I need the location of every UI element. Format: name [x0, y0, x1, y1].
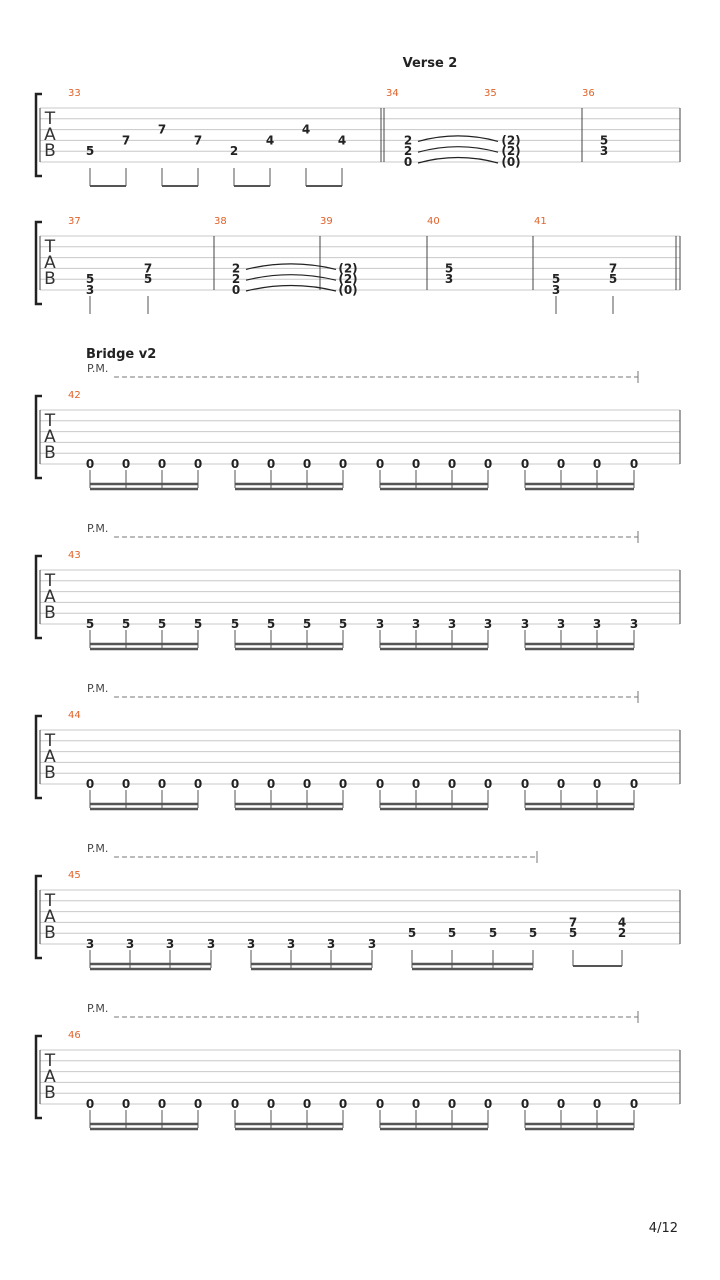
fret-number: 0 [556, 457, 566, 471]
fret-number: 5 [528, 926, 538, 941]
tab-clef-letter: T [44, 411, 56, 431]
system-bracket [36, 94, 42, 176]
fret-number: 0 [592, 1097, 602, 1111]
fret-number: 5 [193, 617, 203, 631]
tab-clef-letter: T [44, 891, 56, 911]
fret-number: 0 [483, 1097, 493, 1111]
fret-number: 0 [302, 777, 312, 791]
fret-number: 0 [447, 777, 457, 791]
tab-clef-letter: T [44, 109, 56, 129]
fret-number: 0 [230, 1097, 240, 1111]
fret-number: (2) [501, 133, 521, 148]
fret-number: 0 [447, 1097, 457, 1111]
tab-clef-letter: T [44, 1051, 56, 1071]
fret-number: 5 [599, 133, 609, 148]
tab-clef-letter: A [44, 1067, 56, 1087]
fret-number: 0 [592, 777, 602, 791]
fret-number: 0 [629, 457, 639, 471]
fret-number: 0 [266, 457, 276, 471]
fret-number: 0 [193, 777, 203, 791]
fret-number: 3 [367, 937, 377, 951]
section-verse-2: Verse 2 [402, 56, 458, 71]
fret-number: 0 [375, 777, 385, 791]
fret-number: 5 [338, 617, 348, 631]
fret-number: 0 [520, 1097, 530, 1111]
fret-number: 5 [85, 272, 95, 287]
fret-number: 0 [121, 777, 131, 791]
fret-number: 0 [375, 457, 385, 471]
fret-number: 0 [338, 777, 348, 791]
fret-number: 3 [599, 144, 609, 159]
fret-number: 5 [121, 617, 131, 631]
fret-number: 0 [592, 457, 602, 471]
tab-clef-letter: B [44, 141, 56, 161]
measure-number: 41 [534, 216, 547, 227]
fret-number: 3 [556, 617, 566, 631]
fret-number: 5 [266, 617, 276, 631]
fret-number: 3 [520, 617, 530, 631]
fret-number: 0 [157, 1097, 167, 1111]
fret-number: 3 [447, 617, 457, 631]
tab-clef-letter: B [44, 603, 56, 623]
fret-number: 4 [337, 133, 347, 148]
page-number: 4/12 [648, 1221, 678, 1236]
fret-number: 3 [592, 617, 602, 631]
tab-clef-letter: A [44, 587, 56, 607]
fret-number: 3 [551, 283, 561, 297]
fret-number: 5 [608, 272, 618, 287]
fret-number: 5 [488, 926, 498, 941]
tab-clef-letter: T [44, 731, 56, 751]
fret-number: 3 [206, 937, 216, 951]
fret-number: 3 [85, 283, 95, 297]
measure-number: 36 [582, 88, 595, 99]
tab-clef-letter: T [44, 571, 56, 591]
fret-number: 0 [121, 1097, 131, 1111]
fret-number: 0 [85, 1097, 95, 1111]
fret-number: 0 [556, 777, 566, 791]
fret-number: 0 [85, 457, 95, 471]
tab-clef-letter: A [44, 907, 56, 927]
fret-number: 4 [265, 133, 275, 148]
fret-number: (2) [338, 272, 358, 287]
section-bridge-v2: Bridge v2 [86, 347, 157, 362]
measure-number: 43 [68, 550, 81, 561]
fret-number: 0 [157, 457, 167, 471]
fret-number: 0 [266, 777, 276, 791]
fret-number: 5 [157, 617, 167, 631]
fret-number: 3 [483, 617, 493, 631]
measure-number: 38 [214, 216, 227, 227]
fret-number: 2 [231, 261, 241, 276]
tab-clef-letter: B [44, 763, 56, 783]
fret-number: 5 [407, 926, 417, 941]
fret-number: 2 [403, 144, 413, 159]
fret-number: 0 [121, 457, 131, 471]
tab-clef-letter: B [44, 269, 56, 289]
tab-clef-letter: B [44, 923, 56, 943]
fret-number: 0 [520, 777, 530, 791]
fret-number: 2 [617, 926, 627, 941]
tab-clef-letter: T [44, 237, 56, 257]
fret-number: 3 [629, 617, 639, 631]
system-bracket [36, 556, 42, 638]
fret-number: (2) [501, 144, 521, 159]
fret-number: 7 [143, 261, 153, 276]
fret-number: 0 [302, 1097, 312, 1111]
measure-number: 37 [68, 216, 81, 227]
fret-number: 0 [193, 457, 203, 471]
measure-number: 44 [68, 710, 81, 721]
fret-number: 0 [447, 457, 457, 471]
tab-clef-letter: A [44, 747, 56, 767]
fret-number: 3 [125, 937, 135, 951]
fret-number: 4 [617, 915, 627, 930]
measure-number: 33 [68, 88, 81, 99]
fret-number: 0 [157, 777, 167, 791]
fret-number: 7 [121, 133, 131, 148]
fret-number: 2 [403, 133, 413, 148]
fret-number: 0 [266, 1097, 276, 1111]
fret-number: 5 [143, 272, 153, 287]
fret-number: 0 [556, 1097, 566, 1111]
palm-mute-label: P.M. [87, 362, 109, 375]
fret-number: 7 [568, 915, 578, 930]
tab-clef-letter: A [44, 427, 56, 447]
fret-number: 0 [338, 457, 348, 471]
fret-number: 0 [483, 457, 493, 471]
fret-number: 5 [302, 617, 312, 631]
palm-mute-label: P.M. [87, 682, 109, 695]
fret-number: 0 [629, 1097, 639, 1111]
fret-number: 3 [286, 937, 296, 951]
fret-number: 0 [520, 457, 530, 471]
fret-number: 7 [157, 122, 167, 137]
system-bracket [36, 222, 42, 304]
measure-number: 34 [386, 88, 399, 99]
fret-number: 0 [629, 777, 639, 791]
fret-number: 0 [85, 777, 95, 791]
fret-number: 0 [230, 457, 240, 471]
tab-clef-letter: A [44, 125, 56, 145]
palm-mute-label: P.M. [87, 1002, 109, 1015]
fret-number: 0 [231, 283, 241, 297]
measure-number: 40 [427, 216, 440, 227]
fret-number: 7 [608, 261, 618, 276]
measure-number: 42 [68, 390, 81, 401]
fret-number: 7 [193, 133, 203, 148]
fret-number: 2 [231, 272, 241, 287]
fret-number: 0 [230, 777, 240, 791]
fret-number: (0) [338, 283, 358, 297]
fret-number: 4 [301, 122, 311, 137]
fret-number: 0 [411, 777, 421, 791]
tab-clef-letter: B [44, 443, 56, 463]
fret-number: 0 [302, 457, 312, 471]
fret-number: (0) [501, 155, 521, 169]
fret-number: 0 [483, 777, 493, 791]
fret-number: 0 [338, 1097, 348, 1111]
fret-number: 3 [246, 937, 256, 951]
measure-number: 35 [484, 88, 497, 99]
fret-number: 5 [230, 617, 240, 631]
fret-number: 3 [444, 272, 454, 287]
tab-clef-letter: A [44, 253, 56, 273]
fret-number: 5 [551, 272, 561, 287]
fret-number: 0 [411, 457, 421, 471]
measure-number: 46 [68, 1030, 81, 1041]
measure-number: 45 [68, 870, 81, 881]
fret-number: 3 [375, 617, 385, 631]
tab-clef-letter: B [44, 1083, 56, 1103]
measure-number: 39 [320, 216, 333, 227]
system-bracket [36, 716, 42, 798]
fret-number: 0 [375, 1097, 385, 1111]
fret-number: 3 [326, 937, 336, 951]
fret-number: 3 [85, 937, 95, 951]
fret-number: (2) [338, 261, 358, 276]
fret-number: 3 [411, 617, 421, 631]
fret-number: 5 [85, 144, 95, 159]
fret-number: 5 [444, 261, 454, 276]
fret-number: 5 [85, 617, 95, 631]
palm-mute-label: P.M. [87, 842, 109, 855]
fret-number: 0 [411, 1097, 421, 1111]
system-bracket [36, 1036, 42, 1118]
palm-mute-label: P.M. [87, 522, 109, 535]
system-bracket [36, 396, 42, 478]
fret-number: 0 [193, 1097, 203, 1111]
fret-number: 5 [568, 926, 578, 941]
fret-number: 3 [165, 937, 175, 951]
system-bracket [36, 876, 42, 958]
fret-number: 2 [229, 144, 239, 159]
fret-number: 0 [403, 155, 413, 169]
fret-number: 5 [447, 926, 457, 941]
